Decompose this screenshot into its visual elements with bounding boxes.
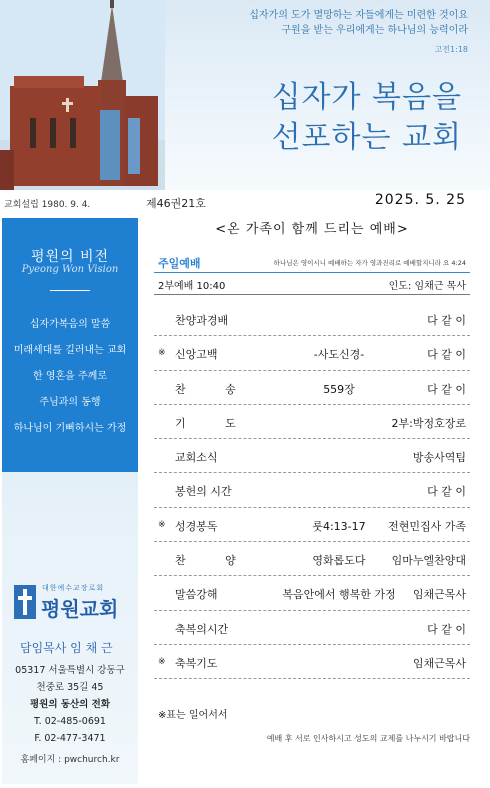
service-title: <온 가족이 함께 드리는 예배> (215, 222, 409, 237)
item-detail: 영화롭도다 (312, 554, 366, 568)
vision-list (2, 312, 138, 442)
service-row (154, 645, 470, 679)
item-name: 신앙고백 (175, 348, 218, 362)
bulletin-date: 2025. 5. 25 (374, 192, 466, 208)
item-leader: 전현민집사 가족 (388, 519, 466, 533)
service-row (154, 371, 470, 405)
slogan-line: 십자가 복음을 (271, 80, 462, 115)
service-row (154, 611, 470, 645)
vision-item: 한 영혼을 주께로 (33, 371, 107, 382)
worship-verse: 하나님은 영이시니 예배하는 자가 영과진리로 예배할지니라 요 4:24 (273, 259, 466, 267)
item-leader: 다 같 이 (427, 382, 466, 396)
item-leader: 다 같 이 (427, 622, 466, 636)
item-leader: 임채근목사 (412, 656, 466, 670)
verse-line: 십자가의 도가 멸망하는 자들에게는 미련한 것이요 (249, 10, 468, 21)
item-detail: 복음안에서 행복한 가정 (282, 588, 396, 602)
senior-pastor: 담임목사 임 채 근 (20, 641, 113, 655)
sidebar (2, 218, 138, 784)
cross-icon (14, 585, 36, 619)
item-name: 교회소식 (175, 451, 218, 465)
address-line: 천중로 35길 45 (36, 682, 104, 693)
item-name: 축복의시간 (175, 622, 229, 636)
service-row (154, 508, 470, 542)
verse-line: 구원을 받는 우리에게는 하나님의 능력이라 (281, 25, 468, 36)
item-leader: 다 같 이 (427, 348, 466, 362)
item-leader: 임마누엘찬양대 (391, 554, 466, 568)
item-name: 찬양과경배 (175, 314, 229, 327)
vision-subtitle: Pyeong Won Vision (21, 264, 119, 275)
item-leader: 방송사역팀 (412, 451, 466, 465)
fax-number: F. 02-477-3471 (34, 733, 106, 744)
vision-item: 하나님이 기뻐하시는 가정 (13, 423, 127, 434)
church-building-image (0, 0, 165, 190)
vision-item: 미래세대를 길러내는 교회 (13, 345, 127, 356)
church-name: 평원교회 (41, 597, 119, 621)
item-name: 말씀강해 (175, 588, 218, 602)
item-leader: 다 같 이 (427, 485, 466, 499)
service-row (154, 405, 470, 439)
church-slogan (272, 78, 462, 158)
church-logo (14, 583, 132, 627)
stand-mark: ※ (158, 656, 166, 667)
established-date: 교회설립 1980. 9. 4. (4, 200, 91, 210)
item-name: 기 도 (175, 416, 254, 430)
item-detail: 룻4:13-17 (312, 519, 366, 533)
vision-item: 십자가복음의 말씀 (29, 319, 111, 330)
divider (50, 290, 90, 291)
contact-info (2, 662, 138, 747)
phone-title: 평원의 동산의 전화 (29, 699, 111, 710)
stand-mark: ※ (158, 348, 166, 359)
scripture-verse (168, 8, 468, 38)
stand-note: ※표는 일어서서 (158, 710, 228, 721)
homepage-link[interactable]: 홈페이지 : pwchurch.kr (20, 755, 120, 765)
item-name: 축복기도 (175, 656, 218, 670)
item-name: 성경봉독 (175, 519, 218, 533)
item-detail: -사도신경- (313, 348, 365, 362)
divider (154, 272, 470, 273)
sunday-worship-label: 주일예배 (158, 257, 201, 270)
stand-mark: ※ (158, 519, 166, 530)
address-line: 05317 서울특별시 강동구 (15, 665, 125, 676)
item-name: 봉헌의 시간 (175, 485, 232, 499)
item-detail: 559장 (323, 382, 355, 396)
service-row (154, 439, 470, 473)
bulletin-meta (0, 192, 490, 214)
session-time: 2부예배 10:40 (158, 281, 226, 292)
verse-reference: 고전1:18 (434, 45, 468, 54)
phone-number: T. 02-485-0691 (34, 716, 106, 727)
item-leader: 임채근목사 (412, 588, 466, 602)
item-leader: 2부:박정호장로 (391, 416, 466, 430)
volume-number: 제46권21호 (146, 197, 206, 210)
item-name: 찬 송 (175, 382, 254, 396)
session-leader: 인도: 임채근 목사 (388, 281, 466, 292)
vision-item: 주님과의 동행 (39, 397, 101, 408)
service-rows (154, 302, 470, 679)
denomination-label: 대한예수교장로회 (42, 584, 105, 592)
item-leader: 다 같 이 (427, 314, 466, 327)
item-name: 찬 양 (175, 554, 254, 568)
slogan-line: 선포하는 교회 (271, 120, 462, 155)
service-row (154, 542, 470, 576)
vision-panel (2, 218, 138, 472)
divider (154, 294, 470, 295)
header-banner (0, 0, 490, 190)
service-row (154, 473, 470, 507)
vision-title: 평원의 비전 (30, 249, 110, 265)
greeting-note: 예배 후 서로 인사하시고 성도의 교제를 나누시기 바랍니다 (266, 734, 470, 743)
service-row (154, 576, 470, 610)
service-row (154, 336, 470, 370)
service-row (154, 302, 470, 336)
